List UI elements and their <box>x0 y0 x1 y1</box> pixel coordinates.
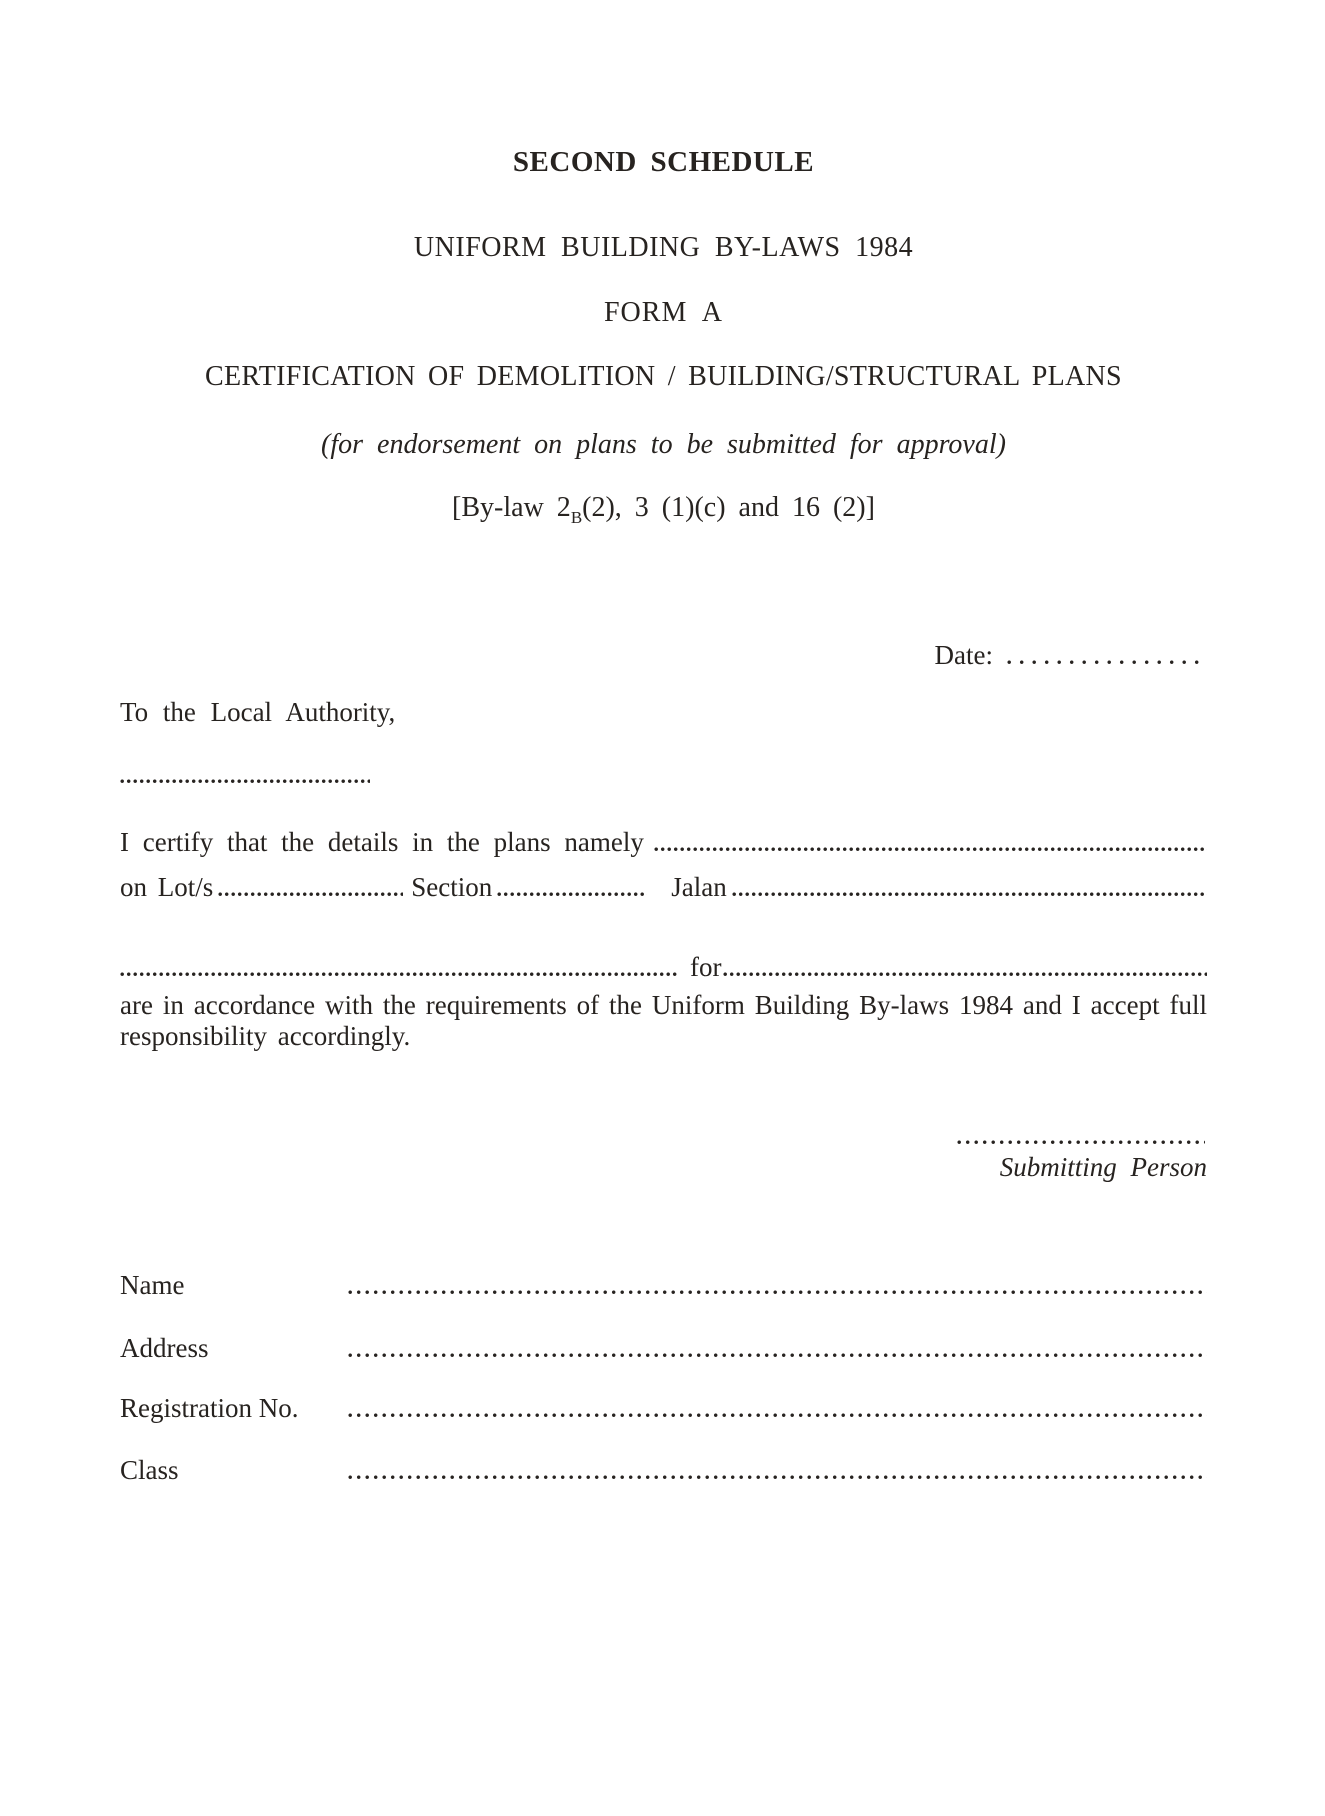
class-blank-line <box>348 1475 1207 1480</box>
registration-no-blank-line <box>348 1413 1207 1418</box>
form-title: FORM A <box>603 297 724 328</box>
declaration-line2: responsibility accordingly. <box>120 1021 411 1051</box>
bylaw-prefix: [By-law 2 <box>452 492 571 523</box>
certification-title: CERTIFICATION OF DEMOLITION / BUILDING/STRUCTURAL PLANS <box>205 361 1122 392</box>
form-subtitle: (for endorsement on plans to be submitted for approval) <box>321 429 1006 460</box>
bylaw-suffix: (2), 3 (1)(c) and 16 (2)] <box>582 492 875 523</box>
field-row-class <box>120 1453 1207 1487</box>
name-label: Name <box>120 1270 185 1300</box>
signature-blank-line <box>957 1140 1205 1145</box>
schedule-title: SECOND SCHEDULE <box>512 146 815 178</box>
plans-blank-line <box>654 847 1207 852</box>
class-label: Class <box>120 1455 179 1485</box>
bylaw-reference <box>120 491 1207 525</box>
date-label: Date: <box>934 640 993 670</box>
signature-role-label: Submitting Person <box>999 1152 1207 1182</box>
bylaw-subscript: B <box>570 508 583 527</box>
date-blank-line <box>1007 660 1207 665</box>
jalan-blank-line <box>732 892 1207 897</box>
purpose-blank-line-left <box>120 972 678 977</box>
authority-name-blank-line <box>120 779 370 784</box>
field-row-name <box>120 1268 1207 1302</box>
field-row-registration-no <box>120 1391 1207 1425</box>
for-row <box>120 950 1207 984</box>
jalan-label: Jalan <box>671 872 727 902</box>
page-content <box>120 0 1207 1816</box>
address-label: Address <box>120 1333 209 1363</box>
certify-text: I certify that the details in the plans namely <box>120 827 644 857</box>
act-title: UNIFORM BUILDING BY-LAWS 1984 <box>413 232 914 263</box>
location-row <box>120 870 1207 904</box>
section-label: Section <box>411 872 493 902</box>
date-row <box>120 638 1207 672</box>
salutation: To the Local Authority, <box>120 697 396 727</box>
name-blank-line <box>348 1290 1207 1295</box>
lot-blank-line <box>218 892 403 897</box>
declaration-line1: are in accordance with the requirements of the Uniform Building By-laws 1984 and I accept full <box>120 990 1207 1020</box>
for-label: for <box>690 952 722 982</box>
lot-label: on Lot/s <box>120 872 214 902</box>
address-blank-line <box>348 1353 1207 1358</box>
certify-row <box>120 825 1207 859</box>
section-blank-line <box>497 892 647 897</box>
field-row-address <box>120 1331 1207 1365</box>
purpose-blank-line-right <box>723 972 1207 977</box>
registration-no-label: Registration No. <box>120 1393 299 1423</box>
